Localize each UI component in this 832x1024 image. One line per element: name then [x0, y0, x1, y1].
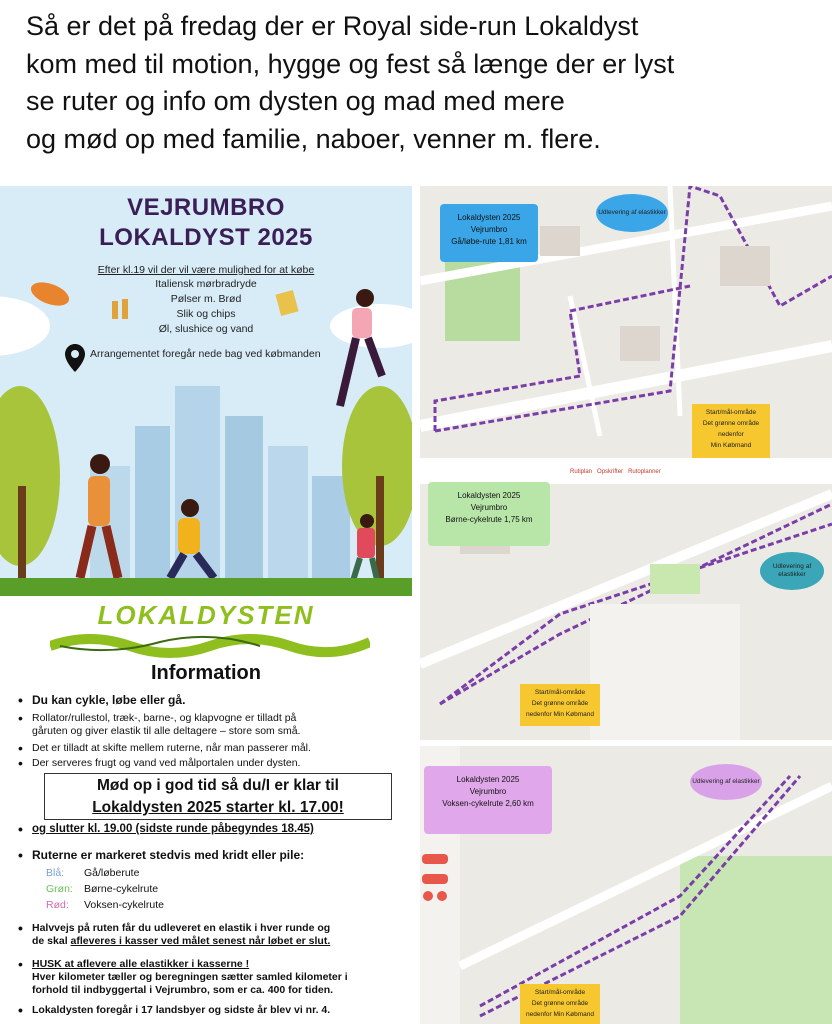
route-line: Voksen-cykelrute 2,60 km	[442, 799, 534, 808]
elastic-handout-oval: Udlevering af elastikker	[690, 764, 762, 800]
legend-row	[46, 883, 158, 895]
route-line: Lokaldysten 2025	[457, 491, 521, 500]
food-intro: Efter kl.19 vil der vil være mulighed for at købe	[97, 264, 315, 276]
food-item: Italiensk mørbradryde	[155, 278, 257, 290]
bullet-text: Halvvejs på ruten får du udleveret en elastik i hver runde og	[32, 922, 331, 934]
box-line: Det grønne område	[702, 420, 760, 427]
start-finish-box	[520, 684, 600, 726]
poster-image[interactable]	[0, 186, 412, 1024]
menu-item[interactable]: Rutoplanner	[628, 469, 661, 475]
box-line: Mød op i god tid så du/I er klar til	[97, 777, 339, 794]
info-heading: Information	[151, 662, 261, 684]
route-line: Gå/løbe-rute 1,81 km	[451, 237, 527, 246]
route-line: Vejrumbro	[470, 225, 508, 234]
food-item: Slik og chips	[176, 308, 236, 320]
poster-title-1: VEJRUMBRO	[127, 194, 285, 221]
legend-color-label: Rød:	[46, 899, 69, 911]
route-info-box	[428, 482, 550, 546]
bullet-text: Hver kilometer tæller og beregningen sætter samled kilometer i	[32, 971, 348, 983]
legend-color-label: Blå:	[46, 867, 65, 879]
food-item: Pølser m. Brød	[170, 293, 242, 305]
menu-item[interactable]: Opskrifter	[597, 469, 624, 475]
box-line: Det grønne område	[531, 1000, 589, 1007]
bullet-text: gåruten og giver elastik til alle deltagere – store som små.	[32, 725, 301, 737]
post-line: Så er det på fredag der er Royal side-run Lokaldyst	[26, 11, 639, 41]
box-line: Lokaldysten 2025 starter kl. 17.00!	[92, 799, 344, 816]
legend-text: Voksen-cykelrute	[84, 899, 164, 911]
info-bullet: • Der serveres frugt og vand ved målportalen under dysten.	[32, 757, 300, 770]
start-finish-box	[692, 404, 770, 458]
info-bullet	[32, 958, 348, 997]
legend-color-label: Grøn:	[46, 883, 73, 895]
info-bullet: • Det er tilladt at skifte mellem ruterne, når man passerer mål.	[32, 742, 311, 755]
bullet-text: de skal	[32, 935, 68, 947]
route-line: Lokaldysten 2025	[456, 775, 520, 784]
route-info-box	[424, 766, 552, 834]
post-line: se ruter og info om dysten og mad med mere	[26, 86, 565, 116]
info-bullet	[32, 922, 330, 948]
route-line: Vejrumbro	[470, 503, 508, 512]
route-line: Vejrumbro	[469, 787, 507, 796]
ground-strip	[0, 578, 412, 596]
box-line: Start/mål-område	[534, 689, 586, 696]
route-line: Børne-cykelrute 1,75 km	[445, 515, 533, 524]
location-text: Arrangementet foregår nede bag ved købmanden	[90, 348, 321, 360]
elastic-handout-oval: Udlevering af elastikker	[596, 194, 668, 232]
post-line: og mød op med familie, naboer, venner m. flere.	[26, 123, 601, 154]
lokaldysten-logo: LOKALDYSTEN	[97, 600, 315, 630]
map-adult-bike-route[interactable]	[420, 746, 832, 1024]
elastic-handout-oval: Udlevering af elastikker	[760, 552, 824, 590]
poster-title-2: LOKALDYST 2025	[99, 224, 313, 251]
box-line: nedenfor Min Købmand	[526, 711, 594, 718]
food-item: Øl, slushice og vand	[158, 323, 254, 335]
info-bullet: • Du kan cykle, løbe eller gå.	[32, 694, 185, 707]
legend-row	[46, 867, 139, 879]
info-bullet: • og slutter kl. 19.00 (sidste runde påbegyndes 18.45)	[32, 823, 314, 836]
info-bullet: • Lokaldysten foregår i 17 landsbyer og sidste år blev vi nr. 4.	[32, 1004, 330, 1017]
box-line: nedenfor Min Købmand	[526, 1011, 594, 1018]
box-line: Start/mål-område	[534, 989, 586, 996]
map-kids-bike-route[interactable]	[420, 464, 832, 740]
poster-illustration	[0, 186, 412, 596]
bullet-text: HUSK at aflevere alle elastikker i kasserne !	[32, 958, 250, 970]
map-walk-run-route[interactable]	[420, 186, 832, 458]
info-bullet: • Ruterne er markeret stedvis med kridt eller pile:	[32, 849, 304, 862]
map-menu	[570, 466, 661, 478]
start-finish-box	[520, 984, 600, 1024]
legend-text: Gå/løberute	[84, 867, 140, 879]
box-line: Det grønne område	[531, 700, 589, 707]
logo-ornament	[50, 632, 370, 660]
image-collage[interactable]	[0, 186, 832, 1024]
box-line: Start/mål-område	[705, 409, 757, 416]
route-info-box	[440, 204, 538, 262]
bullet-text: forhold til indbyggertal i Vejrumbro, som er ca. 400 for tiden.	[32, 984, 334, 996]
bullet-text: afleveres i kasser ved målet senest når løbet er slut.	[70, 935, 331, 947]
route-line: Lokaldysten 2025	[457, 213, 521, 222]
bullet-text: Rollator/rullestol, træk-, barne-, og klapvogne er tilladt på	[32, 712, 297, 724]
legend-text: Børne-cykelrute	[84, 883, 159, 895]
box-line: Min Købmand	[710, 442, 752, 449]
info-bullet	[32, 712, 300, 738]
legend-row	[46, 899, 164, 911]
start-time-box	[44, 773, 392, 820]
post-text	[26, 8, 826, 158]
post-line: kom med til motion, hygge og fest så længe der er lyst	[26, 48, 675, 79]
menu-item[interactable]: Rutiplan	[570, 469, 593, 475]
box-line: nedenfor	[718, 431, 744, 438]
